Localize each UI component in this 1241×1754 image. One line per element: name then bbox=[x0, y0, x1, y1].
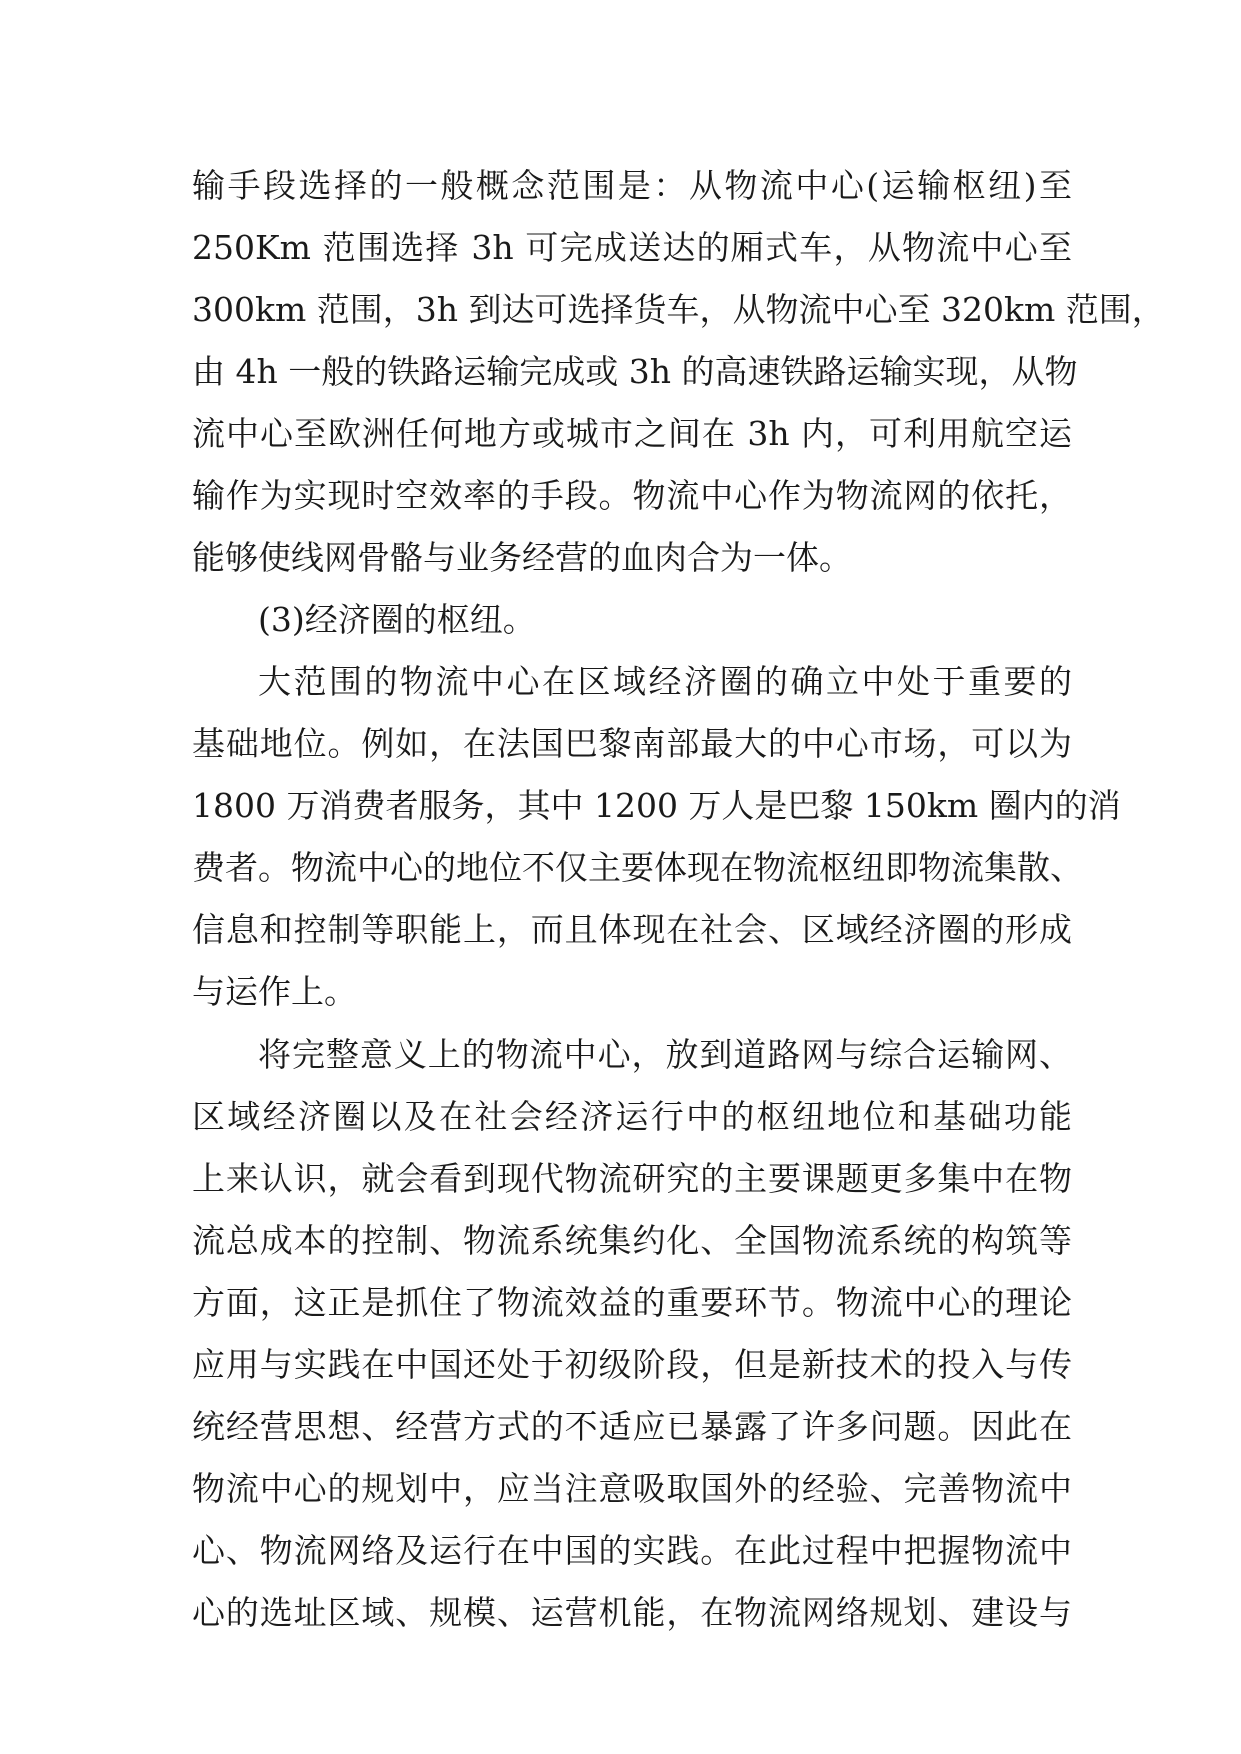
section-heading: (3)经济圈的枢纽。 bbox=[258, 600, 536, 639]
text-line-10: 基础地位。例如，在法国巴黎南部最大的中心市场，可以为 bbox=[192, 724, 1072, 763]
text-line-5: 流中心至欧洲任何地方或城市之间在 3h 内，可利用航空运 bbox=[192, 414, 1072, 453]
text-line-11: 1800 万消费者服务，其中 1200 万人是巴黎 150km 圈内的消 bbox=[192, 786, 1121, 825]
text-line-19: 方面，这正是抓住了物流效益的重要环节。物流中心的理论 bbox=[192, 1283, 1072, 1322]
text-line-15: 将完整意义上的物流中心，放到道路网与综合运输网、 bbox=[258, 1035, 1072, 1074]
text-line-13: 信息和控制等职能上，而且体现在社会、区域经济圈的形成 bbox=[192, 910, 1072, 949]
text-line-16: 区域经济圈以及在社会经济运行中的枢纽地位和基础功能 bbox=[192, 1097, 1072, 1136]
text-line-20: 应用与实践在中国还处于初级阶段，但是新技术的投入与传 bbox=[192, 1345, 1072, 1384]
text-line-9: 大范围的物流中心在区域经济圈的确立中处于重要的 bbox=[258, 662, 1072, 701]
text-line-17: 上来认识，就会看到现代物流研究的主要课题更多集中在物 bbox=[192, 1159, 1072, 1198]
text-line-2: 250Km 范围选择 3h 可完成送达的厢式车，从物流中心至 bbox=[192, 228, 1072, 267]
text-line-6: 输作为实现时空效率的手段。物流中心作为物流网的依托， bbox=[192, 476, 1072, 515]
text-line-3: 300km 范围，3h 到达可选择货车，从物流中心至 320km 范围， bbox=[192, 290, 1165, 329]
text-line-18: 流总成本的控制、物流系统集约化、全国物流系统的构筑等 bbox=[192, 1221, 1072, 1260]
text-line-1: 输手段选择的一般概念范围是：从物流中心(运输枢纽)至 bbox=[192, 166, 1072, 205]
text-line-4: 由 4h 一般的铁路运输完成或 3h 的高速铁路运输实现，从物 bbox=[192, 352, 1078, 391]
text-line-12: 费者。物流中心的地位不仅主要体现在物流枢纽即物流集散、 bbox=[192, 848, 1083, 887]
text-line-14: 与运作上。 bbox=[192, 972, 357, 1011]
text-line-7: 能够使线网骨骼与业务经营的血肉合为一体。 bbox=[192, 538, 852, 577]
text-line-24: 心的选址区域、规模、运营机能，在物流网络规划、建设与 bbox=[192, 1593, 1072, 1632]
text-line-23: 心、物流网络及运行在中国的实践。在此过程中把握物流中 bbox=[192, 1531, 1072, 1570]
text-line-22: 物流中心的规划中，应当注意吸取国外的经验、完善物流中 bbox=[192, 1469, 1072, 1508]
text-line-21: 统经营思想、经营方式的不适应已暴露了许多问题。因此在 bbox=[192, 1407, 1072, 1446]
